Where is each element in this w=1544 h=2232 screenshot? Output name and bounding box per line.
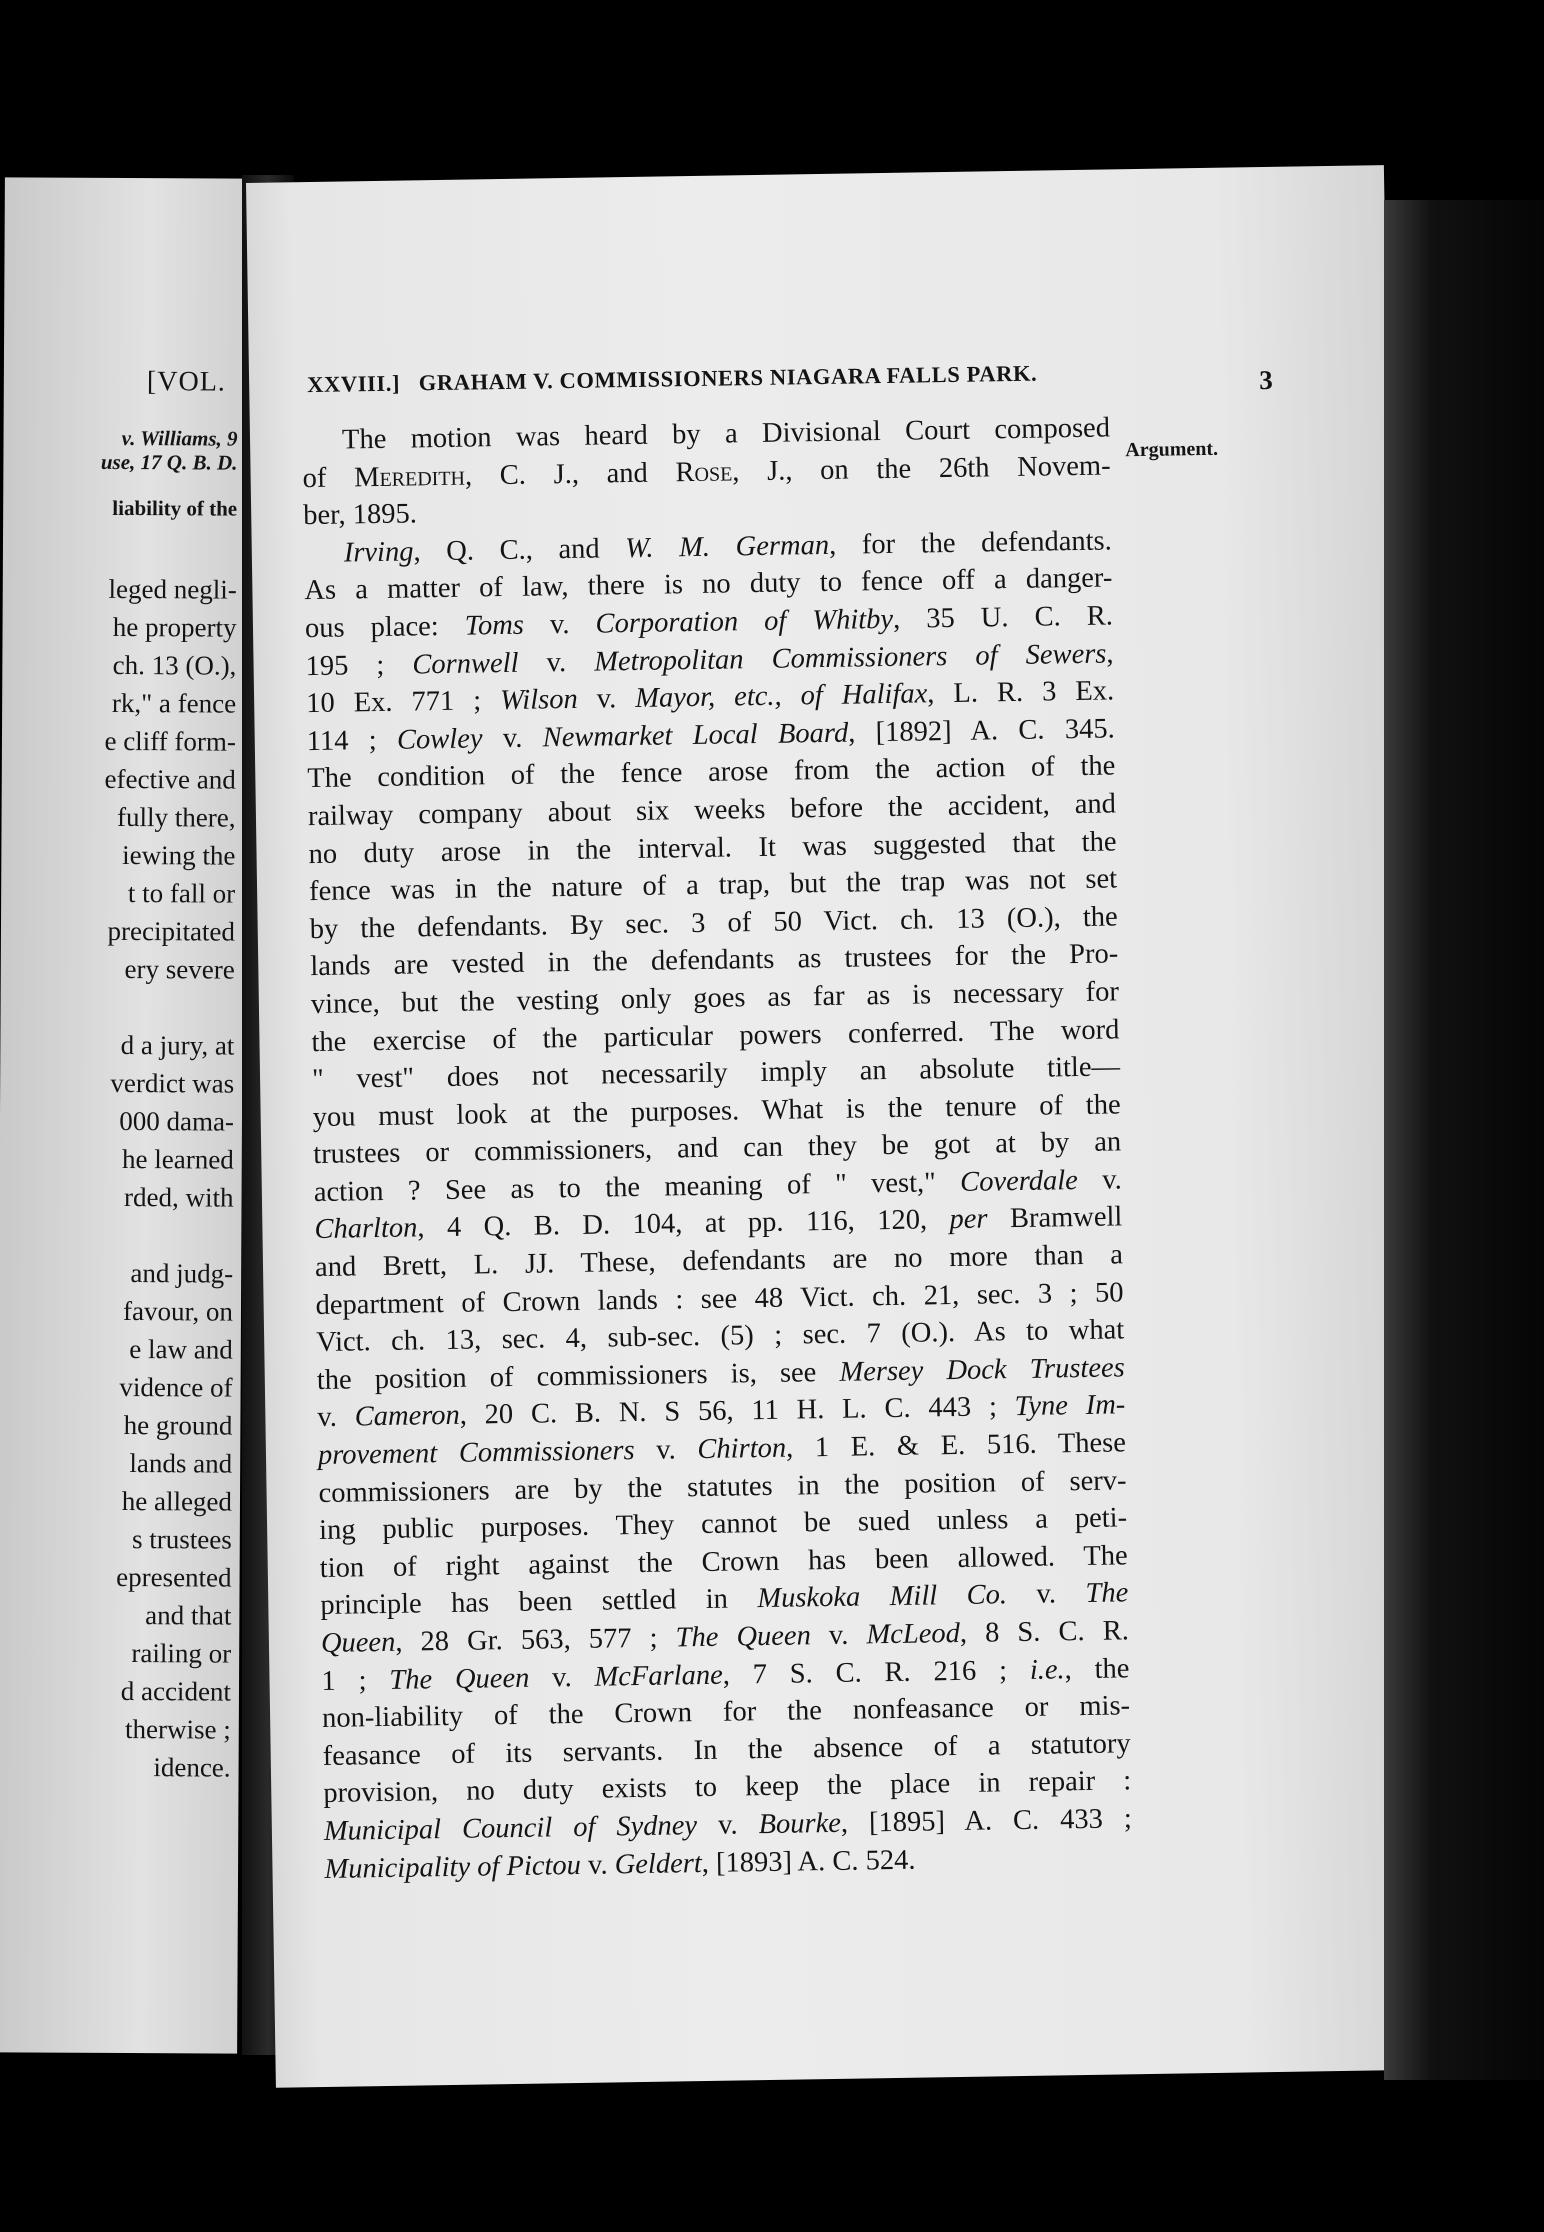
left-text-line: e law and — [129, 1334, 233, 1365]
left-text-line: efective and — [104, 763, 236, 795]
text-line: by the defendants. By sec. 3 of 50 Vict. ch. 13 (O.), the — [309, 901, 1118, 945]
text-line: the position of commissioners is, see Mersey Dock Trustees — [316, 1352, 1125, 1396]
text-line: provision, no duty exists to keep the place in repair : — [323, 1765, 1132, 1810]
text-line: Municipality of Pictou v. Geldert, [1893] A. C. 524. — [324, 1844, 916, 1885]
left-text-line: ery severe — [124, 954, 235, 985]
left-text-line: and judg- — [130, 1258, 234, 1289]
left-note-1: v. Williams, 9 — [121, 425, 238, 451]
text-line: ous place: Toms v. Corporation of Whitby, 35 U. C. R. — [304, 600, 1114, 645]
page-number: 3 — [1258, 364, 1273, 396]
text-line: " vest" does not necessarily imply an absolute title— — [311, 1051, 1121, 1096]
text-line: As a matter of law, there is no duty to fence off a danger- — [304, 562, 1113, 607]
text-line: feasance of its servants. In the absence of a statutory — [322, 1728, 1131, 1772]
left-text-line: t to fall or — [127, 878, 236, 909]
text-line: v. Cameron, 20 C. B. N. S 56, 11 H. L. C. 443 ; Tyne Im- — [317, 1389, 1126, 1434]
left-text-line: rded, with — [124, 1182, 234, 1213]
left-text-line: railing or — [131, 1638, 232, 1669]
left-text-line: e cliff form- — [104, 725, 237, 757]
left-text-line: s trustees — [131, 1524, 232, 1555]
left-text-line: favour, on — [123, 1296, 234, 1327]
left-text-line: vidence of — [119, 1371, 233, 1403]
text-line: Irving, Q. C., and W. M. German, for the defendants. — [343, 525, 1112, 569]
text-line: vince, but the vesting only goes as far as is necessary for — [310, 976, 1120, 1020]
body-text — [302, 409, 1133, 1888]
text-line: 1 ; The Queen v. McFarlane, 7 S. C. R. 216 ; i.e., the — [321, 1652, 1130, 1697]
page-edge-shadow — [1384, 200, 1544, 2080]
text-line: tion of right against the Crown has been allowed. The — [319, 1540, 1128, 1584]
left-text-line: and that — [145, 1600, 232, 1631]
text-line: the exercise of the particular powers conferred. The word — [311, 1013, 1120, 1058]
text-line: Municipal Council of Sydney v. Bourke, [1895] A. C. 433 ; — [323, 1803, 1133, 1847]
left-text-line: he property — [112, 611, 237, 643]
text-line: Queen, 28 Gr. 563, 577 ; The Queen v. McLeod, 8 S. C. R. — [320, 1615, 1130, 1660]
left-text-line: leged negli- — [108, 573, 237, 605]
left-text-line: 000 dama- — [119, 1105, 235, 1137]
left-text-line: d a jury, at — [120, 1029, 235, 1061]
text-line: department of Crown lands : see 48 Vict. ch. 21, sec. 3 ; 50 — [315, 1277, 1124, 1321]
left-text-line: he learned — [122, 1144, 234, 1175]
text-line: Charlton, 4 Q. B. D. 104, at pp. 116, 120, per Bramwell — [314, 1201, 1123, 1246]
text-line: The motion was heard by a Divisional Court composed — [341, 412, 1111, 456]
left-text-line: d accident — [120, 1676, 232, 1707]
text-line: trustees or commissioners, and can they be got at by an — [313, 1126, 1122, 1171]
header-title: GRAHAM V. COMMISSIONERS NIAGARA FALLS PARK. — [418, 360, 1038, 396]
left-text-line: epresented — [116, 1561, 232, 1593]
running-header — [307, 356, 1337, 398]
text-line: fence was in the nature of a trap, but the trap was not set — [308, 863, 1118, 908]
text-line: and Brett, L. JJ. These, defendants are no more than a — [314, 1239, 1124, 1284]
left-page-header: [VOL. — [146, 366, 226, 398]
text-line: commissioners are by the statutes in the position of serv- — [318, 1464, 1127, 1509]
text-line: no duty arose in the interval. It was suggested that the — [308, 825, 1117, 870]
left-text-line: verdict was — [110, 1067, 235, 1099]
text-line: action ? See as to the meaning of " vest," Coverdale v. — [313, 1164, 1123, 1208]
left-text-line: precipitated — [107, 915, 236, 947]
left-text-line: lands and — [129, 1448, 233, 1479]
left-text-line: idence. — [153, 1752, 231, 1783]
header-volume: XXVIII.] — [306, 370, 401, 398]
text-line: ber, 1895. — [302, 498, 418, 532]
text-line: Vict. ch. 13, sec. 4, sub-sec. (5) ; sec. 7 (O.). As to what — [315, 1314, 1125, 1359]
left-page — [0, 177, 247, 2053]
left-text-line: he alleged — [121, 1486, 233, 1517]
margin-note-argument: Argument. — [1125, 437, 1219, 462]
text-line: 114 ; Cowley v. Newmarket Local Board, [1892] A. C. 345. — [306, 713, 1115, 757]
text-line: 10 Ex. 771 ; Wilson v. Mayor, etc., of Halifax, L. R. 3 Ex. — [305, 675, 1115, 720]
text-line: principle has been settled in Muskoka Mill Co. v. The — [320, 1577, 1129, 1622]
text-line: provement Commissioners v. Chirton, 1 E. & E. 516. These — [317, 1427, 1127, 1472]
left-note-3: liability of the — [112, 495, 238, 521]
text-line: you must look at the purposes. What is the tenure of the — [312, 1089, 1121, 1133]
left-text-line: therwise ; — [124, 1714, 231, 1745]
left-text-line: fully there, — [117, 801, 236, 833]
left-note-2: use, 17 Q. B. D. — [100, 449, 238, 475]
right-page — [246, 165, 1414, 2088]
text-line: 195 ; Cornwell v. Metropolitan Commissioners of Sewers, — [305, 637, 1114, 682]
left-text-line: iewing the — [122, 840, 236, 871]
left-text-line: he ground — [123, 1410, 233, 1441]
text-line: non-liability of the Crown for the nonfeasance or mis- — [321, 1690, 1131, 1735]
text-line: ing public purposes. They cannot be sued unless a peti- — [318, 1502, 1128, 1547]
text-line: lands are vested in the defendants as trustees for the Pro- — [310, 938, 1119, 983]
text-line: railway company about six weeks before the accident, and — [307, 788, 1117, 833]
text-line: of Meredith, C. J., and Rose, J., on the 26th Novem- — [302, 450, 1111, 494]
left-text-line: rk," a fence — [111, 687, 237, 719]
left-text-line: ch. 13 (O.), — [112, 649, 237, 681]
text-line: The condition of the fence arose from the action of the — [307, 750, 1116, 795]
